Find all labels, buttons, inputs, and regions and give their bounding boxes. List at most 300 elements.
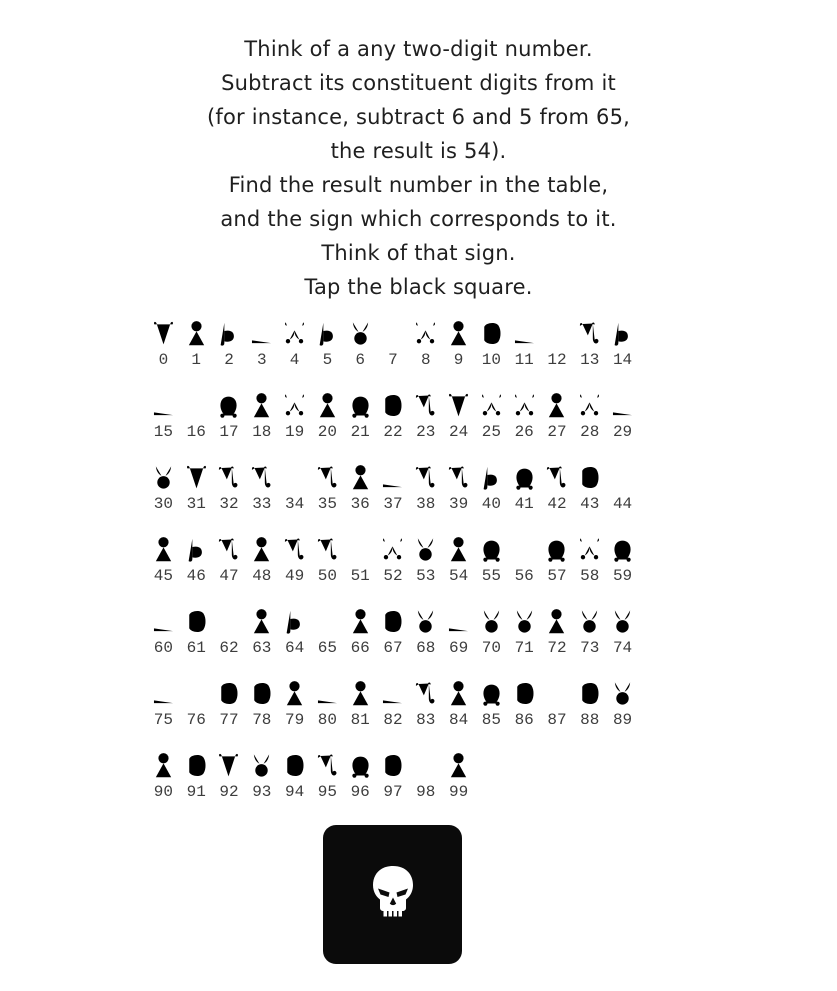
- sign-cell: [377, 463, 410, 515]
- cell-number: 40: [481, 495, 501, 513]
- m-loop-sign-icon: [315, 751, 340, 780]
- sign-cell: [344, 319, 377, 371]
- sign-cell: [213, 463, 246, 515]
- cross-sign-icon: [512, 535, 537, 564]
- cell-number: 29: [612, 423, 633, 441]
- m-loop-sign-icon: [315, 535, 340, 564]
- cell-number: 85: [481, 711, 501, 729]
- cell-number: 55: [481, 567, 501, 585]
- circle-triangle-sign-icon: [249, 391, 274, 420]
- cell-number: 15: [153, 423, 173, 441]
- sign-cell: [278, 535, 311, 587]
- sign-cell: [278, 679, 311, 731]
- horns-circle-sign-icon: [413, 535, 438, 564]
- black-square-button[interactable]: [323, 825, 462, 964]
- trident-shin-sign-icon: [512, 319, 537, 348]
- sign-cell: [409, 607, 442, 659]
- circle-triangle-sign-icon: [446, 751, 471, 780]
- ram-curls-sign-icon: [577, 535, 602, 564]
- sign-cell: [606, 463, 639, 515]
- cell-number: 59: [612, 567, 633, 585]
- sign-cell: [213, 751, 246, 803]
- sign-cell: [147, 535, 180, 587]
- v-sign-icon: [184, 463, 209, 492]
- circle-triangle-sign-icon: [446, 319, 471, 348]
- sign-cell: [344, 607, 377, 659]
- cell-number: 8: [420, 351, 431, 369]
- circle-triangle-sign-icon: [348, 607, 373, 636]
- cell-number: 89: [612, 711, 633, 729]
- cell-number: 95: [317, 783, 337, 801]
- sign-cell: [508, 535, 541, 587]
- cell-number: 30: [153, 495, 173, 513]
- cell-number: 37: [383, 495, 403, 513]
- sign-cell: [475, 463, 508, 515]
- cross-sign-icon: [413, 751, 438, 780]
- sign-cell: [475, 535, 508, 587]
- cell-number: 38: [416, 495, 436, 513]
- cell-number: 32: [219, 495, 239, 513]
- sign-cell: [180, 319, 213, 371]
- sign-cell: [344, 391, 377, 443]
- sign-cell: [180, 679, 213, 731]
- sign-cell: [442, 607, 475, 659]
- cell-number: 93: [252, 783, 272, 801]
- sign-row: [147, 607, 657, 659]
- omega-sign-icon: [348, 751, 373, 780]
- sign-cell: [278, 607, 311, 659]
- sign-cell: [344, 679, 377, 731]
- reversed-e-sign-icon: [249, 679, 274, 708]
- sign-cell: [245, 751, 278, 803]
- cell-number: 96: [350, 783, 370, 801]
- m-loop-sign-icon: [413, 679, 438, 708]
- cell-number: 71: [514, 639, 534, 657]
- instruction-line: Find the result number in the table,: [228, 173, 609, 197]
- cell-number: 74: [612, 639, 633, 657]
- cell-number: 83: [416, 711, 436, 729]
- sign-cell: [213, 535, 246, 587]
- cell-number: 84: [448, 711, 469, 729]
- cross-sign-icon: [315, 607, 340, 636]
- cell-number: 31: [186, 495, 206, 513]
- m-loop-sign-icon: [577, 319, 602, 348]
- sign-cell: [508, 607, 541, 659]
- ram-curls-sign-icon: [413, 319, 438, 348]
- sign-cell: [278, 319, 311, 371]
- circle-triangle-sign-icon: [348, 679, 373, 708]
- v-sign-icon: [151, 319, 176, 348]
- cross-sign-icon: [544, 319, 569, 348]
- cross-sign-icon: [380, 319, 405, 348]
- sign-cell: [573, 679, 606, 731]
- cell-number: 36: [350, 495, 370, 513]
- sign-cell: [573, 535, 606, 587]
- omega-sign-icon: [348, 391, 373, 420]
- cell-number: 87: [547, 711, 567, 729]
- reversed-e-sign-icon: [184, 607, 209, 636]
- cell-number: 54: [448, 567, 469, 585]
- cell-number: 72: [547, 639, 567, 657]
- sign-cell: [180, 391, 213, 443]
- cell-number: 25: [481, 423, 501, 441]
- cross-sign-icon: [544, 679, 569, 708]
- instruction-line: the result is 54).: [330, 139, 507, 163]
- v-sign-icon: [446, 391, 471, 420]
- skull-icon: [369, 864, 417, 926]
- cell-number: 70: [481, 639, 501, 657]
- reversed-e-sign-icon: [479, 319, 504, 348]
- sign-cell: [508, 679, 541, 731]
- ram-curls-sign-icon: [282, 319, 307, 348]
- cell-number: 56: [514, 567, 534, 585]
- circle-triangle-sign-icon: [446, 679, 471, 708]
- cell-number: 78: [252, 711, 272, 729]
- cell-number: 53: [416, 567, 436, 585]
- cell-number: 92: [219, 783, 239, 801]
- sign-cell: [475, 679, 508, 731]
- sign-cell: [245, 607, 278, 659]
- circle-triangle-sign-icon: [151, 751, 176, 780]
- sign-cell: [541, 607, 574, 659]
- cell-number: 49: [284, 567, 305, 585]
- cell-number: 52: [383, 567, 403, 585]
- sign-cell: [475, 391, 508, 443]
- circle-triangle-sign-icon: [315, 391, 340, 420]
- sign-cell: [606, 391, 639, 443]
- m-loop-sign-icon: [446, 463, 471, 492]
- sign-cell: [442, 391, 475, 443]
- cross-sign-icon: [184, 391, 209, 420]
- sign-cell: [409, 751, 442, 803]
- cell-number: 27: [547, 423, 567, 441]
- trident-shin-sign-icon: [315, 679, 340, 708]
- reversed-e-sign-icon: [577, 679, 602, 708]
- cell-number: 61: [186, 639, 206, 657]
- cell-number: 43: [580, 495, 600, 513]
- cell-number: 98: [416, 783, 436, 801]
- trident-shin-sign-icon: [380, 679, 405, 708]
- reversed-e-sign-icon: [282, 751, 307, 780]
- instruction-line: and the sign which corresponds to it.: [220, 207, 617, 231]
- sign-cell: [344, 463, 377, 515]
- cell-number: 75: [153, 711, 173, 729]
- ram-curls-sign-icon: [512, 391, 537, 420]
- cell-number: 18: [252, 423, 272, 441]
- sign-cell: [311, 391, 344, 443]
- circle-triangle-sign-icon: [544, 391, 569, 420]
- sign-cell: [377, 607, 410, 659]
- sign-cell: [147, 463, 180, 515]
- omega-sign-icon: [610, 535, 635, 564]
- cell-number: 26: [514, 423, 534, 441]
- circle-triangle-sign-icon: [544, 607, 569, 636]
- cell-number: 97: [383, 783, 403, 801]
- horns-circle-sign-icon: [249, 751, 274, 780]
- sign-cell: [442, 463, 475, 515]
- sign-cell: [475, 607, 508, 659]
- cell-number: 11: [514, 351, 534, 369]
- sign-cell: [377, 679, 410, 731]
- cell-number: 20: [317, 423, 337, 441]
- sign-cell: [541, 679, 574, 731]
- cell-number: 41: [514, 495, 534, 513]
- cell-number: 77: [219, 711, 239, 729]
- sign-cell: [409, 319, 442, 371]
- circle-triangle-sign-icon: [151, 535, 176, 564]
- sign-cell: [573, 463, 606, 515]
- sign-cell: [573, 607, 606, 659]
- sign-cell: [573, 319, 606, 371]
- cell-number: 4: [289, 351, 300, 369]
- cell-number: 47: [219, 567, 239, 585]
- cell-number: 57: [547, 567, 567, 585]
- cell-number: 58: [580, 567, 600, 585]
- sign-row: [147, 679, 657, 731]
- circle-triangle-sign-icon: [249, 535, 274, 564]
- cell-number: 82: [383, 711, 403, 729]
- ram-curls-sign-icon: [479, 391, 504, 420]
- sign-cell: [213, 679, 246, 731]
- sign-cell: [573, 391, 606, 443]
- m-loop-sign-icon: [413, 391, 438, 420]
- sign-cell: [409, 535, 442, 587]
- cell-number: 9: [453, 351, 464, 369]
- sign-cell: [409, 679, 442, 731]
- horns-circle-sign-icon: [577, 607, 602, 636]
- cell-number: 22: [383, 423, 403, 441]
- sign-cell: [606, 679, 639, 731]
- sign-cell: [344, 535, 377, 587]
- sign-cell: [245, 319, 278, 371]
- cell-number: 50: [317, 567, 337, 585]
- omega-sign-icon: [479, 679, 504, 708]
- cell-number: 23: [416, 423, 436, 441]
- cell-number: 67: [383, 639, 403, 657]
- sign-cell: [180, 463, 213, 515]
- m-loop-sign-icon: [282, 535, 307, 564]
- cell-number: 3: [256, 351, 267, 369]
- omega-sign-icon: [512, 463, 537, 492]
- sign-cell: [147, 679, 180, 731]
- sign-cell: [147, 391, 180, 443]
- saturn-b-sign-icon: [315, 319, 340, 348]
- cell-number: 99: [448, 783, 469, 801]
- sign-cell: [311, 463, 344, 515]
- sign-cell: [311, 607, 344, 659]
- cross-sign-icon: [348, 535, 373, 564]
- sign-cell: [508, 463, 541, 515]
- omega-sign-icon: [479, 535, 504, 564]
- sign-cell: [311, 751, 344, 803]
- instructions: [0, 0, 837, 304]
- sign-cell: [180, 535, 213, 587]
- horns-circle-sign-icon: [151, 463, 176, 492]
- sign-cell: [442, 319, 475, 371]
- cell-number: 33: [252, 495, 272, 513]
- cell-number: 16: [186, 423, 206, 441]
- cell-number: 21: [350, 423, 370, 441]
- sign-row: [147, 535, 657, 587]
- sign-cell: [409, 463, 442, 515]
- cell-number: 39: [448, 495, 469, 513]
- trident-shin-sign-icon: [151, 679, 176, 708]
- cell-number: 80: [317, 711, 337, 729]
- instruction-line: Tap the black square.: [304, 275, 533, 299]
- instruction-line: Think of a any two-digit number.: [244, 37, 593, 61]
- circle-triangle-sign-icon: [184, 319, 209, 348]
- sign-cell: [311, 679, 344, 731]
- cell-number: 0: [158, 351, 169, 369]
- cell-number: 1: [191, 351, 201, 369]
- cross-sign-icon: [282, 463, 307, 492]
- ram-curls-sign-icon: [282, 391, 307, 420]
- horns-circle-sign-icon: [413, 607, 438, 636]
- sign-cell: [245, 463, 278, 515]
- cell-number: 5: [322, 351, 333, 369]
- cell-number: 28: [580, 423, 600, 441]
- sign-cell: [442, 679, 475, 731]
- sign-cell: [541, 391, 574, 443]
- saturn-b-sign-icon: [610, 319, 635, 348]
- sign-cell: [606, 319, 639, 371]
- sign-cell: [213, 391, 246, 443]
- cell-number: 42: [547, 495, 567, 513]
- cell-number: 14: [612, 351, 633, 369]
- cell-number: 12: [547, 351, 567, 369]
- sign-cell: [245, 391, 278, 443]
- cell-number: 7: [388, 351, 398, 369]
- cell-number: 10: [481, 351, 501, 369]
- cross-sign-icon: [216, 607, 241, 636]
- ram-curls-sign-icon: [577, 391, 602, 420]
- cell-number: 81: [350, 711, 370, 729]
- cell-number: 13: [580, 351, 600, 369]
- instruction-line: Subtract its constituent digits from it: [221, 71, 616, 95]
- sign-cell: [278, 751, 311, 803]
- omega-sign-icon: [544, 535, 569, 564]
- instruction-line: Think of that sign.: [321, 241, 516, 265]
- sign-cell: [377, 391, 410, 443]
- cell-number: 44: [612, 495, 633, 513]
- v-sign-icon: [216, 751, 241, 780]
- saturn-b-sign-icon: [479, 463, 504, 492]
- reversed-e-sign-icon: [184, 751, 209, 780]
- cell-number: 24: [448, 423, 469, 441]
- cell-number: 17: [219, 423, 239, 441]
- sign-cell: [180, 751, 213, 803]
- sign-cell: [278, 463, 311, 515]
- m-loop-sign-icon: [315, 463, 340, 492]
- sign-cell: [409, 391, 442, 443]
- saturn-b-sign-icon: [216, 319, 241, 348]
- horns-circle-sign-icon: [610, 679, 635, 708]
- instruction-line: (for instance, subtract 6 and 5 from 65,: [206, 105, 631, 129]
- cell-number: 66: [350, 639, 370, 657]
- sign-row: [147, 463, 657, 515]
- cell-number: 79: [284, 711, 305, 729]
- circle-triangle-sign-icon: [249, 607, 274, 636]
- trident-shin-sign-icon: [249, 319, 274, 348]
- m-loop-sign-icon: [413, 463, 438, 492]
- cell-number: 60: [153, 639, 173, 657]
- horns-circle-sign-icon: [512, 607, 537, 636]
- sign-cell: [606, 607, 639, 659]
- sign-cell: [278, 391, 311, 443]
- cell-number: 68: [416, 639, 436, 657]
- sign-cell: [377, 751, 410, 803]
- circle-triangle-sign-icon: [282, 679, 307, 708]
- reversed-e-sign-icon: [216, 679, 241, 708]
- cell-number: 46: [186, 567, 206, 585]
- cell-number: 94: [284, 783, 305, 801]
- horns-circle-sign-icon: [348, 319, 373, 348]
- horns-circle-sign-icon: [479, 607, 504, 636]
- cross-sign-icon: [610, 463, 635, 492]
- sign-cell: [245, 535, 278, 587]
- sign-cell: [508, 319, 541, 371]
- horns-circle-sign-icon: [610, 607, 635, 636]
- cell-number: 73: [580, 639, 600, 657]
- cell-number: 34: [284, 495, 305, 513]
- sign-cell: [377, 535, 410, 587]
- cell-number: 35: [317, 495, 337, 513]
- sign-cell: [213, 607, 246, 659]
- cell-number: 69: [448, 639, 469, 657]
- cell-number: 2: [224, 351, 234, 369]
- cell-number: 65: [317, 639, 337, 657]
- m-loop-sign-icon: [216, 463, 241, 492]
- cell-number: 45: [153, 567, 173, 585]
- cell-number: 62: [219, 639, 239, 657]
- sign-row: [147, 391, 657, 443]
- cell-number: 63: [252, 639, 272, 657]
- sign-cell: [442, 535, 475, 587]
- saturn-b-sign-icon: [184, 535, 209, 564]
- sign-cell: [311, 535, 344, 587]
- trident-shin-sign-icon: [446, 607, 471, 636]
- sign-cell: [508, 391, 541, 443]
- cell-number: 91: [186, 783, 206, 801]
- cell-number: 51: [350, 567, 370, 585]
- trident-shin-sign-icon: [380, 463, 405, 492]
- sign-cell: [147, 751, 180, 803]
- reversed-e-sign-icon: [380, 391, 405, 420]
- cross-sign-icon: [184, 679, 209, 708]
- m-loop-sign-icon: [216, 535, 241, 564]
- trident-shin-sign-icon: [151, 607, 176, 636]
- circle-triangle-sign-icon: [348, 463, 373, 492]
- circle-triangle-sign-icon: [446, 535, 471, 564]
- omega-sign-icon: [216, 391, 241, 420]
- sign-table: [147, 319, 657, 803]
- sign-cell: [344, 751, 377, 803]
- cell-number: 48: [252, 567, 272, 585]
- reversed-e-sign-icon: [577, 463, 602, 492]
- cell-number: 88: [580, 711, 600, 729]
- sign-row: [147, 751, 657, 803]
- sign-cell: [442, 751, 475, 803]
- sign-cell: [147, 319, 180, 371]
- cell-number: 90: [153, 783, 173, 801]
- sign-cell: [606, 535, 639, 587]
- sign-cell: [147, 607, 180, 659]
- cell-number: 64: [284, 639, 305, 657]
- reversed-e-sign-icon: [380, 607, 405, 636]
- sign-cell: [541, 463, 574, 515]
- cell-number: 19: [284, 423, 305, 441]
- sign-cell: [377, 319, 410, 371]
